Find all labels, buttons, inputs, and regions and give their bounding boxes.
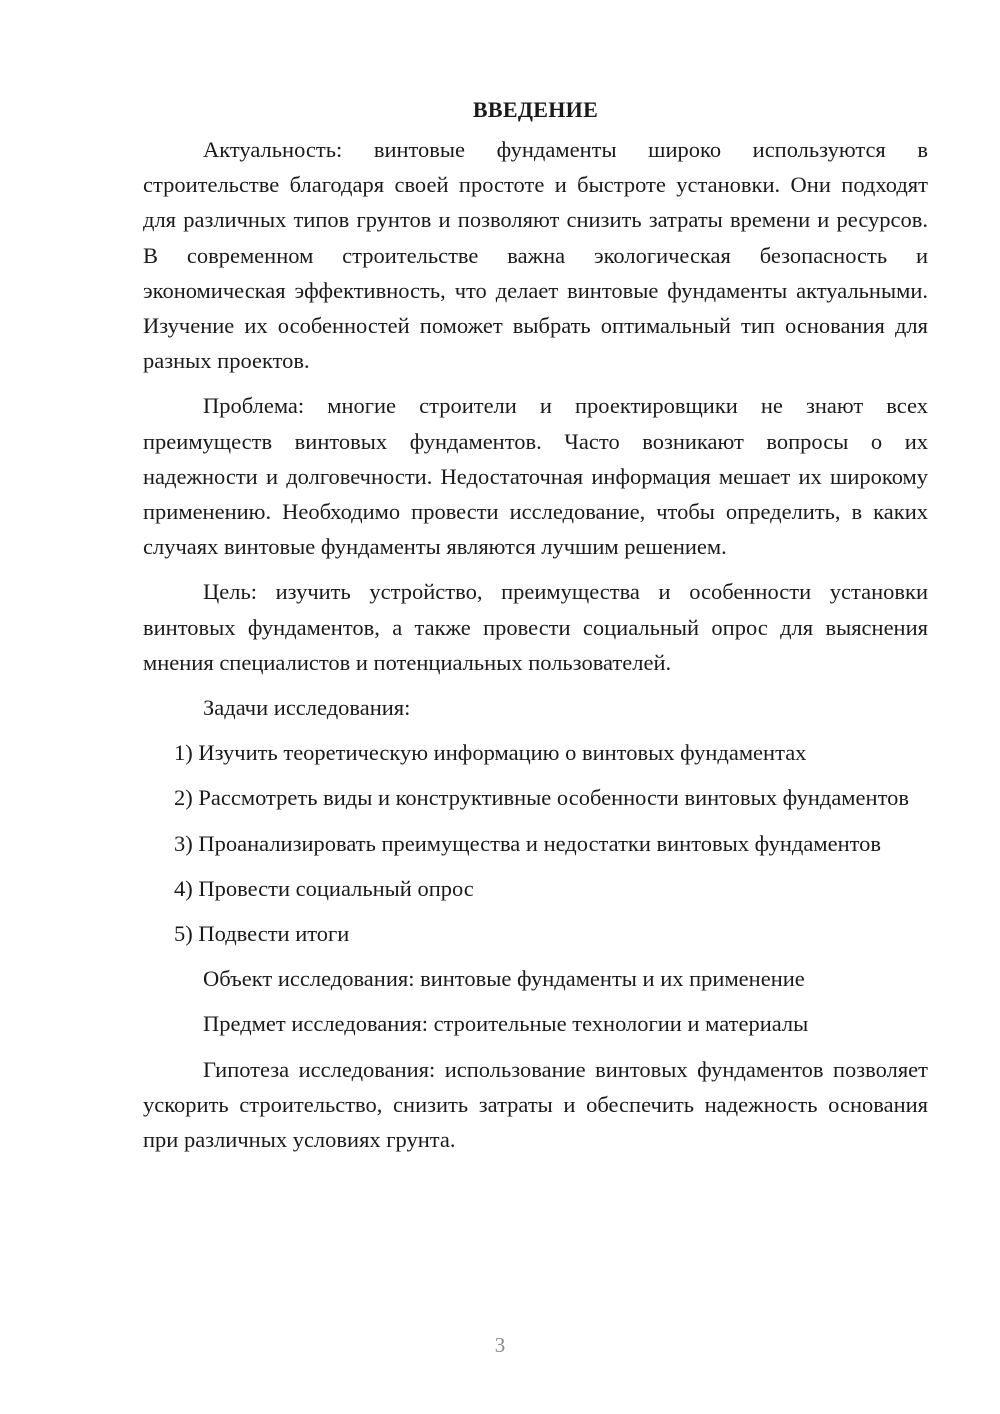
task-item-5: 5) Подвести итоги [174,921,350,947]
task-item-2: 2) Рассмотреть виды и конструктивные особенности винтовых фундаментов [174,785,909,811]
relevance-paragraph: Актуальность: винтовые фундаменты широко используются в строительстве благодаря своей простоте и быстроте установки. Они подходят для различных типов грунтов и позволяют снизить затраты времени и ресурсов. В современном строительстве важна экологическая безопасность и экономическая эффективность, что делает винтовые фундаменты актуальными. Изучение их особенностей поможет выбрать оптимальный тип основания для разных проектов. [143,137,928,374]
goal-paragraph: Цель: изучить устройство, преимущества и особенности установки винтовых фундаментов, а также провести социальный опрос для выяснения мнения специалистов и потенциальных пользователей. [143,579,928,675]
tasks-heading: Задачи исследования: [203,695,411,721]
problem-paragraph: Проблема: многие строители и проектировщики не знают всех преимуществ винтовых фундаментов. Часто возникают вопросы о их надежности и долговечности. Недостаточная информация мешает их широкому применению. Необходимо провести исследование, чтобы определить, в каких случаях винтовые фундаменты являются лучшим решением. [143,393,928,560]
document-page [143,92,928,1167]
research-object: Объект исследования: винтовые фундаменты и их применение [203,966,805,992]
research-subject: Предмет исследования: строительные технологии и материалы [203,1011,809,1037]
page-title: ВВЕДЕНИЕ [472,97,599,122]
task-item-1: 1) Изучить теоретическую информацию о винтовых фундаментах [174,740,807,766]
task-item-4: 4) Провести социальный опрос [174,875,474,901]
page-number: 3 [494,1333,506,1357]
hypothesis-paragraph: Гипотеза исследования: использование винтовых фундаментов позволяет ускорить строительство, снизить затраты и обеспечить надежность основания при различных условиях грунта. [143,1056,928,1153]
task-item-3: 3) Проанализировать преимущества и недостатки винтовых фундаментов [174,830,882,856]
